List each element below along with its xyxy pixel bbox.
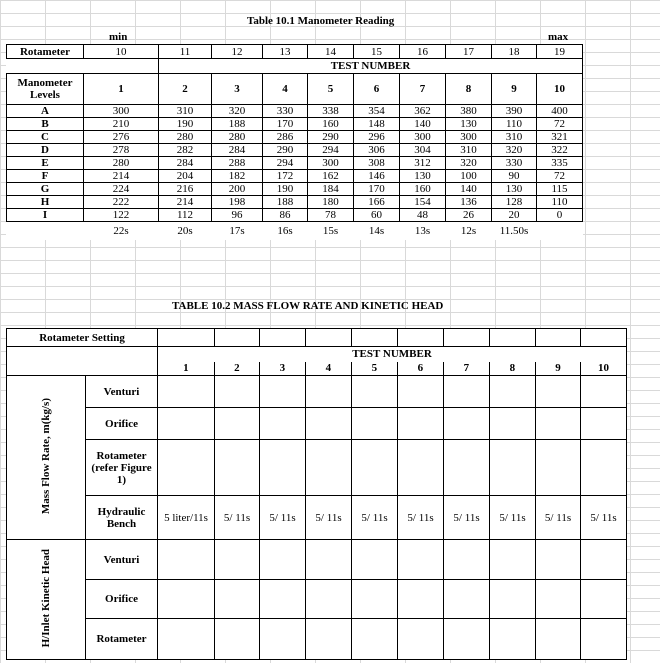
level-label: E [7, 157, 84, 170]
reading-cell: 60 [354, 209, 400, 222]
reading-cell: 296 [354, 131, 400, 144]
rotameter-value: 13 [263, 45, 308, 59]
test-number-cell: 6 [354, 74, 400, 105]
venturi-row [7, 376, 627, 408]
reading-cell: 224 [84, 183, 159, 196]
reading-cell: 280 [212, 131, 263, 144]
rotameter-value: 12 [212, 45, 263, 59]
reading-cell: 286 [263, 131, 308, 144]
kh-venturi-label: Venturi [86, 540, 158, 580]
level-label: F [7, 170, 84, 183]
test-number-cell: 2 [159, 74, 212, 105]
rotameter-refer-row [7, 440, 627, 496]
reading-cell: 154 [400, 196, 446, 209]
manometer-level-row [7, 144, 583, 157]
test-number-cell: 10 [537, 74, 583, 105]
reading-cell: 115 [537, 183, 583, 196]
reading-cell: 276 [84, 131, 159, 144]
bench-value: 5/ 11s [260, 496, 306, 540]
test-number-row [7, 59, 583, 74]
table2-test-number: 7 [444, 362, 490, 375]
reading-cell: 188 [263, 196, 308, 209]
reading-cell: 100 [446, 170, 492, 183]
table2-header-row [7, 347, 627, 376]
bench-value: 5 liter/11s [158, 496, 215, 540]
reading-cell: 290 [308, 131, 354, 144]
reading-cell: 146 [354, 170, 400, 183]
reading-cell: 300 [308, 157, 354, 170]
manometer-level-row [7, 118, 583, 131]
reading-cell: 162 [308, 170, 354, 183]
reading-cell: 130 [492, 183, 537, 196]
rotameter-setting-row [7, 329, 627, 347]
reading-cell: 160 [308, 118, 354, 131]
reading-cell: 320 [446, 157, 492, 170]
reading-cell: 338 [308, 105, 354, 118]
reading-cell: 188 [212, 118, 263, 131]
rotameter-setting-label: Rotameter Setting [7, 329, 158, 347]
reading-cell: 48 [400, 209, 446, 222]
time-cell: 17s [229, 224, 245, 237]
level-label: I [7, 209, 84, 222]
manometer-level-row [7, 196, 583, 209]
manometer-level-row [7, 209, 583, 222]
test-number-cell: 1 [84, 74, 159, 105]
reading-cell: 280 [159, 131, 212, 144]
kinetic-head-label: H/Inlet Kinetic Head [40, 548, 52, 648]
reading-cell: 214 [84, 170, 159, 183]
reading-cell: 140 [400, 118, 446, 131]
reading-cell: 190 [159, 118, 212, 131]
reading-cell: 200 [212, 183, 263, 196]
reading-cell: 306 [354, 144, 400, 157]
reading-cell: 380 [446, 105, 492, 118]
reading-cell: 294 [263, 157, 308, 170]
bench-value: 5/ 11s [536, 496, 581, 540]
kh-rotameter-row [7, 619, 627, 660]
reading-cell: 278 [84, 144, 159, 157]
table2-test-number: 8 [490, 362, 536, 375]
test-number-cell: 8 [446, 74, 492, 105]
bench-value: 5/ 11s [215, 496, 260, 540]
reading-cell: 312 [400, 157, 446, 170]
reading-cell: 300 [446, 131, 492, 144]
reading-cell: 136 [446, 196, 492, 209]
reading-cell: 330 [492, 157, 537, 170]
table2-test-number: 5 [352, 362, 398, 375]
reading-cell: 86 [263, 209, 308, 222]
bench-value: 5/ 11s [306, 496, 352, 540]
reading-cell: 304 [400, 144, 446, 157]
time-row [7, 222, 583, 240]
reading-cell: 166 [354, 196, 400, 209]
rotameter-refer-label: Rotameter (refer Figure 1) [86, 440, 158, 496]
reading-cell: 122 [84, 209, 159, 222]
reading-cell: 320 [492, 144, 537, 157]
reading-cell: 170 [354, 183, 400, 196]
hydraulic-bench-row [7, 496, 627, 540]
reading-cell: 308 [354, 157, 400, 170]
level-label: G [7, 183, 84, 196]
test-number-cell: 7 [400, 74, 446, 105]
table2-test-number-label: TEST NUMBER [352, 348, 432, 360]
reading-cell: 320 [212, 105, 263, 118]
bench-value: 5/ 11s [398, 496, 444, 540]
reading-cell: 214 [159, 196, 212, 209]
manometer-levels-label: Manometer Levels [7, 74, 84, 105]
table2-test-number: 1 [158, 362, 215, 375]
venturi-label: Venturi [86, 376, 158, 408]
reading-cell: 96 [212, 209, 263, 222]
time-cell: 16s [277, 224, 293, 237]
manometer-level-row [7, 157, 583, 170]
time-cell: 13s [414, 224, 431, 237]
reading-cell: 110 [537, 196, 583, 209]
reading-cell: 290 [263, 144, 308, 157]
level-label: C [7, 131, 84, 144]
manometer-level-row [7, 170, 583, 183]
reading-cell: 26 [446, 209, 492, 222]
reading-cell: 128 [492, 196, 537, 209]
reading-cell: 182 [212, 170, 263, 183]
level-label: B [7, 118, 84, 131]
time-cell: 20s [177, 224, 193, 237]
reading-cell: 310 [446, 144, 492, 157]
reading-cell: 330 [263, 105, 308, 118]
kh-rotameter-label: Rotameter [86, 619, 158, 660]
reading-cell: 72 [537, 170, 583, 183]
rotameter-label: Rotameter [7, 45, 84, 59]
reading-cell: 148 [354, 118, 400, 131]
table2-title: TABLE 10.2 MASS FLOW RATE AND KINETIC HEAD [172, 300, 444, 312]
bench-value: 5/ 11s [581, 496, 627, 540]
reading-cell: 284 [212, 144, 263, 157]
kh-venturi-row [7, 540, 627, 580]
bench-value: 5/ 11s [490, 496, 536, 540]
rotameter-value: 10 [84, 45, 159, 59]
reading-cell: 78 [308, 209, 354, 222]
hydraulic-bench-label: Hydraulic Bench [86, 496, 158, 540]
reading-cell: 284 [159, 157, 212, 170]
reading-cell: 210 [84, 118, 159, 131]
reading-cell: 310 [159, 105, 212, 118]
reading-cell: 198 [212, 196, 263, 209]
reading-cell: 362 [400, 105, 446, 118]
reading-cell: 90 [492, 170, 537, 183]
time-cell: 11.50s [499, 224, 529, 237]
rotameter-value: 17 [446, 45, 492, 59]
time-cell: 14s [368, 224, 385, 237]
reading-cell: 335 [537, 157, 583, 170]
manometer-rows [7, 105, 583, 222]
reading-cell: 354 [354, 105, 400, 118]
table2-test-number: 3 [260, 362, 306, 375]
test-number-cell: 5 [308, 74, 354, 105]
reading-cell: 216 [159, 183, 212, 196]
table2-test-number: 9 [536, 362, 581, 375]
table1-title: Table 10.1 Manometer Reading [247, 15, 395, 27]
test-number-cell: 3 [212, 74, 263, 105]
bench-value: 5/ 11s [352, 496, 398, 540]
table2-test-number: 10 [597, 362, 609, 374]
time-cell: 22s [113, 224, 129, 237]
reading-cell: 72 [537, 118, 583, 131]
test-number-label: TEST NUMBER [159, 59, 583, 74]
reading-cell: 184 [308, 183, 354, 196]
reading-cell: 222 [84, 196, 159, 209]
reading-cell: 170 [263, 118, 308, 131]
manometer-reading-table [6, 44, 583, 240]
orifice-row [7, 408, 627, 440]
reading-cell: 321 [537, 131, 583, 144]
rotameter-value: 11 [159, 45, 212, 59]
reading-cell: 130 [400, 170, 446, 183]
rotameter-value: 18 [492, 45, 537, 59]
reading-cell: 310 [492, 131, 537, 144]
reading-cell: 0 [537, 209, 583, 222]
reading-cell: 112 [159, 209, 212, 222]
reading-cell: 280 [84, 157, 159, 170]
time-cell: 15s [322, 224, 339, 237]
reading-cell: 400 [537, 105, 583, 118]
rotameter-value: 16 [400, 45, 446, 59]
table2-test-number: 6 [398, 362, 444, 375]
bench-value: 5/ 11s [444, 496, 490, 540]
mass-flow-rate-label: Mass Flow Rate, m(kg/s) [40, 397, 52, 515]
kh-orifice-row [7, 580, 627, 619]
kinetic-head-label-cell [7, 540, 86, 660]
reading-cell: 140 [446, 183, 492, 196]
reading-cell: 110 [492, 118, 537, 131]
manometer-level-row [7, 183, 583, 196]
reading-cell: 282 [159, 144, 212, 157]
test-number-cell: 4 [263, 74, 308, 105]
reading-cell: 294 [308, 144, 354, 157]
reading-cell: 288 [212, 157, 263, 170]
kh-orifice-label: Orifice [86, 580, 158, 619]
reading-cell: 190 [263, 183, 308, 196]
rotameter-value: 19 [537, 45, 583, 59]
mass-flow-table [6, 328, 627, 660]
reading-cell: 204 [159, 170, 212, 183]
reading-cell: 20 [492, 209, 537, 222]
rotameter-value: 15 [354, 45, 400, 59]
reading-cell: 322 [537, 144, 583, 157]
level-label: A [7, 105, 84, 118]
manometer-level-row [7, 105, 583, 118]
orifice-label: Orifice [86, 408, 158, 440]
time-cell: 12s [460, 224, 477, 237]
test-number-cell: 9 [492, 74, 537, 105]
min-label: min [109, 31, 128, 43]
reading-cell: 300 [400, 131, 446, 144]
reading-cell: 130 [446, 118, 492, 131]
level-label: D [7, 144, 84, 157]
level-label: H [7, 196, 84, 209]
manometer-level-row [7, 131, 583, 144]
max-label: max [548, 31, 569, 43]
reading-cell: 300 [84, 105, 159, 118]
reading-cell: 180 [308, 196, 354, 209]
reading-cell: 160 [400, 183, 446, 196]
table2-test-number: 2 [215, 362, 260, 375]
reading-cell: 172 [263, 170, 308, 183]
reading-cell: 390 [492, 105, 537, 118]
table2-test-number: 4 [306, 362, 352, 375]
test-numbers-header-row [7, 74, 583, 105]
mass-flow-rate-label-cell [7, 376, 86, 540]
rotameter-row [7, 45, 583, 59]
rotameter-value: 14 [308, 45, 354, 59]
